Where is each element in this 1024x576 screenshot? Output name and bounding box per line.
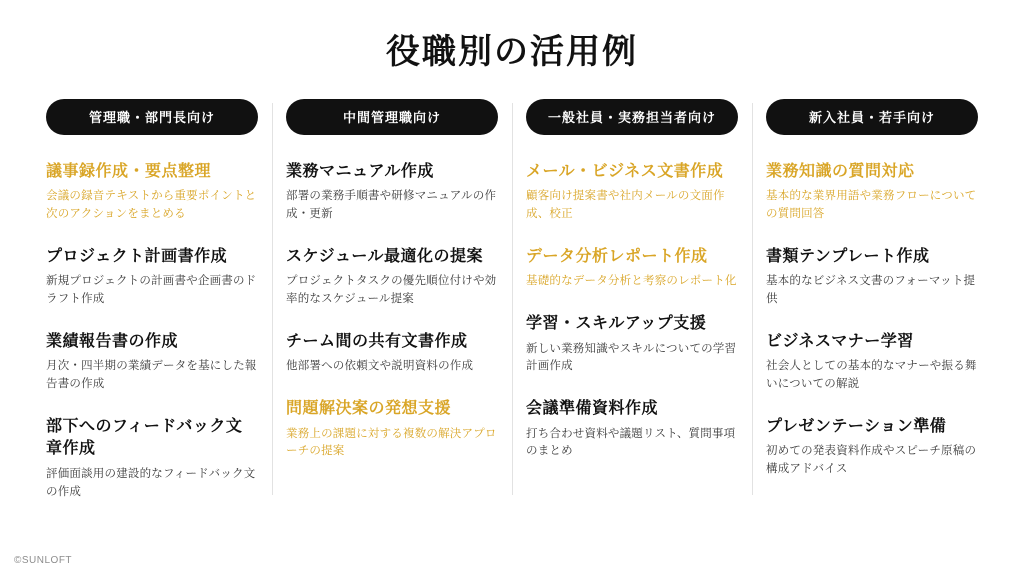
item-title: 業務マニュアル作成 xyxy=(286,163,434,180)
list-item xyxy=(766,416,978,479)
list-item xyxy=(766,331,978,394)
item-description: 月次・四半期の業績データを基にした報告書の作成 xyxy=(46,360,257,391)
list-item xyxy=(526,398,738,461)
list-item xyxy=(286,398,498,461)
list-item xyxy=(286,246,498,309)
item-title: 議事録作成・要点整理 xyxy=(46,163,212,180)
column-header: 一般社員・実務担当者向け xyxy=(526,99,738,135)
item-title: チーム間の共有文書作成 xyxy=(286,333,468,351)
item-title: 書類テンプレート作成 xyxy=(766,248,930,266)
list-item xyxy=(46,161,258,224)
item-description: プロジェクトタスクの優先順位付けや効率的なスケジュール提案 xyxy=(286,275,497,306)
item-title: 問題解決案の発想支援 xyxy=(286,400,452,418)
item-title: 業務知識の質問対応 xyxy=(766,163,915,180)
column-header: 新入社員・若手向け xyxy=(766,99,978,135)
item-description: 業務上の課題に対する複数の解決アプローチの提案 xyxy=(286,427,497,458)
column-middle-management xyxy=(272,99,512,513)
list-item xyxy=(526,246,738,291)
item-title: データ分析レポート作成 xyxy=(526,248,708,266)
item-description: 基本的な業界用語や業務フローについての質問回答 xyxy=(766,190,977,221)
list-item xyxy=(46,416,258,501)
item-title: 学習・スキルアップ支援 xyxy=(526,315,707,333)
column-new-employees xyxy=(752,99,992,513)
list-item xyxy=(286,161,498,224)
column-header: 中間管理職向け xyxy=(286,99,498,135)
item-description: 他部署への依頼文や説明資料の作成 xyxy=(286,360,474,373)
item-title: 業績報告書の作成 xyxy=(46,333,179,351)
list-item xyxy=(46,331,258,394)
item-description: 新規プロジェクトの計画書や企画書のドラフト作成 xyxy=(46,275,257,306)
item-title: メール・ビジネス文書作成 xyxy=(526,163,724,180)
item-title: ビジネスマナー学習 xyxy=(766,333,914,351)
item-description: 基本的なビジネス文書のフォーマット提供 xyxy=(766,275,976,306)
column-header: 管理職・部門長向け xyxy=(46,99,258,135)
item-title: プロジェクト計画書作成 xyxy=(46,248,228,266)
item-description: 評価面談用の建設的なフィードバック文の作成 xyxy=(46,467,256,498)
item-description: 打ち合わせ資料や議題リスト、質問事項のまとめ xyxy=(526,427,736,458)
item-description: 会議の録音テキストから重要ポイントと次のアクションをまとめる xyxy=(46,190,257,221)
column-managers xyxy=(32,99,272,513)
list-item xyxy=(526,313,738,376)
item-description: 部署の業務手順書や研修マニュアルの作成・更新 xyxy=(286,190,497,221)
list-item xyxy=(46,246,258,309)
list-item xyxy=(766,161,978,224)
item-title: 会議準備資料作成 xyxy=(526,400,659,418)
item-description: 社会人としての基本的なマナーや振る舞いについての解説 xyxy=(766,360,977,391)
column-general-staff xyxy=(512,99,752,513)
list-item xyxy=(286,331,498,376)
copyright-footer: ©SUNLOFT xyxy=(14,555,73,566)
item-description: 顧客向け提案書や社内メールの文面作成、校正 xyxy=(526,190,725,221)
list-item xyxy=(766,246,978,309)
item-description: 基礎的なデータ分析と考察のレポート化 xyxy=(526,275,737,288)
item-description: 初めての発表資料作成やスピーチ原稿の構成アドバイス xyxy=(766,445,977,476)
item-title: スケジュール最適化の提案 xyxy=(286,248,484,266)
item-description: 新しい業務知識やスキルについての学習計画作成 xyxy=(526,342,737,373)
item-title: 部下へのフィードバック文章作成 xyxy=(46,418,243,458)
columns-container xyxy=(0,83,1024,513)
page-title: 役職別の活用例 xyxy=(386,33,638,71)
item-title: プレゼンテーション準備 xyxy=(766,418,947,436)
list-item xyxy=(526,161,738,224)
